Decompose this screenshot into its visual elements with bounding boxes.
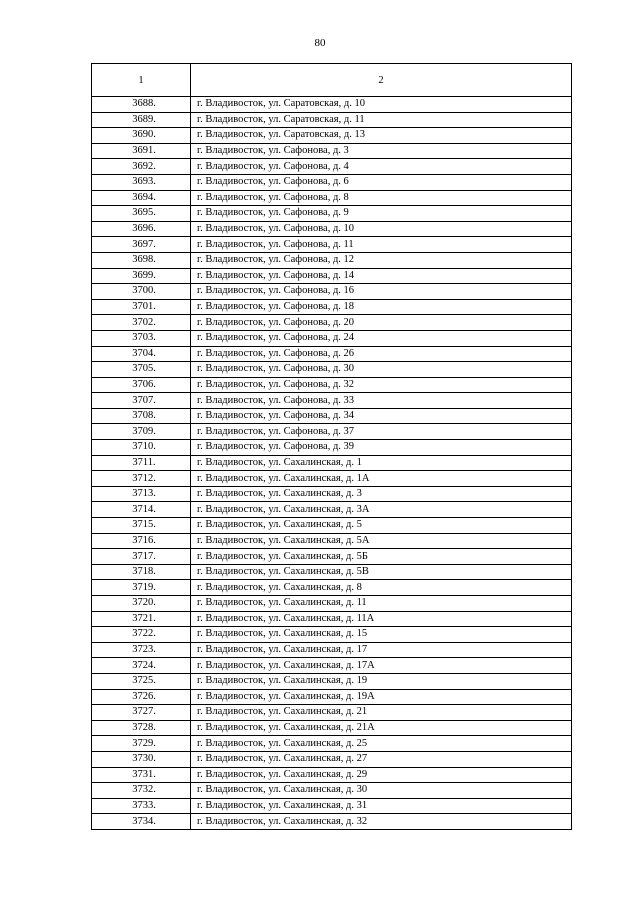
row-number: 3691.	[92, 143, 191, 159]
table-row	[92, 627, 572, 643]
table-row	[92, 549, 572, 565]
row-address: г. Владивосток, ул. Сафонова, д. 12	[191, 252, 572, 268]
table-row	[92, 580, 572, 596]
table-row	[92, 596, 572, 612]
row-number: 3723.	[92, 642, 191, 658]
table-row	[92, 486, 572, 502]
row-address: г. Владивосток, ул. Сахалинская, д. 29	[191, 767, 572, 783]
table-row	[92, 268, 572, 284]
row-address: г. Владивосток, ул. Сафонова, д. 33	[191, 393, 572, 409]
table-row	[92, 783, 572, 799]
row-number: 3734.	[92, 814, 191, 830]
table-row	[92, 642, 572, 658]
row-address: г. Владивосток, ул. Саратовская, д. 10	[191, 97, 572, 113]
table-row	[92, 377, 572, 393]
table-row	[92, 798, 572, 814]
table-row	[92, 237, 572, 253]
row-number: 3689.	[92, 112, 191, 128]
row-number: 3708.	[92, 408, 191, 424]
table-row	[92, 705, 572, 721]
row-address: г. Владивосток, ул. Сахалинская, д. 19А	[191, 689, 572, 705]
row-number: 3700.	[92, 284, 191, 300]
table-row	[92, 518, 572, 534]
row-address: г. Владивосток, ул. Сахалинская, д. 19	[191, 673, 572, 689]
page-number: 80	[314, 37, 326, 49]
row-address: г. Владивосток, ул. Саратовская, д. 13	[191, 128, 572, 144]
table-row	[92, 315, 572, 331]
row-address: г. Владивосток, ул. Сахалинская, д. 17А	[191, 658, 572, 674]
address-table	[91, 63, 572, 830]
table-row	[92, 455, 572, 471]
row-number: 3705.	[92, 362, 191, 378]
row-address: г. Владивосток, ул. Сахалинская, д. 3А	[191, 502, 572, 518]
row-address: г. Владивосток, ул. Сафонова, д. 14	[191, 268, 572, 284]
row-address: г. Владивосток, ул. Сафонова, д. 16	[191, 284, 572, 300]
table-row	[92, 673, 572, 689]
table-row	[92, 611, 572, 627]
row-number: 3726.	[92, 689, 191, 705]
table-row	[92, 751, 572, 767]
table-row	[92, 408, 572, 424]
row-address: г. Владивосток, ул. Сахалинская, д. 15	[191, 627, 572, 643]
row-number: 3695.	[92, 206, 191, 222]
row-number: 3729.	[92, 736, 191, 752]
table-row	[92, 471, 572, 487]
table-row	[92, 814, 572, 830]
row-number: 3707.	[92, 393, 191, 409]
row-number: 3722.	[92, 627, 191, 643]
row-number: 3693.	[92, 174, 191, 190]
row-number: 3709.	[92, 424, 191, 440]
table-row	[92, 502, 572, 518]
row-address: г. Владивосток, ул. Сафонова, д. 18	[191, 299, 572, 315]
row-address: г. Владивосток, ул. Сахалинская, д. 17	[191, 642, 572, 658]
table-row	[92, 299, 572, 315]
row-number: 3692.	[92, 159, 191, 175]
table-row	[92, 424, 572, 440]
row-address: г. Владивосток, ул. Сафонова, д. 34	[191, 408, 572, 424]
table-body	[92, 97, 572, 830]
table-row	[92, 112, 572, 128]
row-number: 3694.	[92, 190, 191, 206]
row-address: г. Владивосток, ул. Сафонова, д. 39	[191, 440, 572, 456]
row-number: 3704.	[92, 346, 191, 362]
row-number: 3711.	[92, 455, 191, 471]
row-address: г. Владивосток, ул. Сахалинская, д. 8	[191, 580, 572, 596]
row-address: г. Владивосток, ул. Сахалинская, д. 30	[191, 783, 572, 799]
row-number: 3727.	[92, 705, 191, 721]
row-address: г. Владивосток, ул. Сахалинская, д. 25	[191, 736, 572, 752]
row-number: 3688.	[92, 97, 191, 113]
table-header-row	[92, 64, 572, 97]
table-row	[92, 533, 572, 549]
column-header-address: 2	[191, 64, 572, 97]
table-row	[92, 206, 572, 222]
row-address: г. Владивосток, ул. Сахалинская, д. 1	[191, 455, 572, 471]
row-number: 3725.	[92, 673, 191, 689]
row-number: 3733.	[92, 798, 191, 814]
table-row	[92, 252, 572, 268]
row-address: г. Владивосток, ул. Сахалинская, д. 5Б	[191, 549, 572, 565]
row-number: 3696.	[92, 221, 191, 237]
row-address: г. Владивосток, ул. Сахалинская, д. 21	[191, 705, 572, 721]
row-number: 3713.	[92, 486, 191, 502]
row-address: г. Владивосток, ул. Сахалинская, д. 27	[191, 751, 572, 767]
row-address: г. Владивосток, ул. Сафонова, д. 24	[191, 330, 572, 346]
table-row	[92, 346, 572, 362]
row-number: 3730.	[92, 751, 191, 767]
row-number: 3721.	[92, 611, 191, 627]
row-address: г. Владивосток, ул. Сафонова, д. 8	[191, 190, 572, 206]
row-address: г. Владивосток, ул. Сафонова, д. 37	[191, 424, 572, 440]
table-header	[92, 64, 572, 97]
row-number: 3690.	[92, 128, 191, 144]
row-address: г. Владивосток, ул. Сафонова, д. 30	[191, 362, 572, 378]
row-address: г. Владивосток, ул. Сафонова, д. 3	[191, 143, 572, 159]
row-number: 3718.	[92, 564, 191, 580]
row-address: г. Владивосток, ул. Сахалинская, д. 3	[191, 486, 572, 502]
row-address: г. Владивосток, ул. Сахалинская, д. 5В	[191, 564, 572, 580]
row-number: 3703.	[92, 330, 191, 346]
row-address: г. Владивосток, ул. Сахалинская, д. 31	[191, 798, 572, 814]
row-number: 3728.	[92, 720, 191, 736]
table-row	[92, 720, 572, 736]
table-row	[92, 330, 572, 346]
row-address: г. Владивосток, ул. Сафонова, д. 32	[191, 377, 572, 393]
row-number: 3715.	[92, 518, 191, 534]
table-row	[92, 174, 572, 190]
table-row	[92, 362, 572, 378]
row-number: 3701.	[92, 299, 191, 315]
row-address: г. Владивосток, ул. Сафонова, д. 6	[191, 174, 572, 190]
row-address: г. Владивосток, ул. Сафонова, д. 10	[191, 221, 572, 237]
row-number: 3724.	[92, 658, 191, 674]
row-address: г. Владивосток, ул. Сахалинская, д. 32	[191, 814, 572, 830]
table-row	[92, 564, 572, 580]
column-header-number: 1	[92, 64, 191, 97]
row-number: 3712.	[92, 471, 191, 487]
row-number: 3732.	[92, 783, 191, 799]
row-number: 3731.	[92, 767, 191, 783]
row-number: 3720.	[92, 596, 191, 612]
row-number: 3699.	[92, 268, 191, 284]
table-row	[92, 284, 572, 300]
row-number: 3719.	[92, 580, 191, 596]
row-number: 3717.	[92, 549, 191, 565]
table-row	[92, 440, 572, 456]
table-row	[92, 658, 572, 674]
row-address: г. Владивосток, ул. Сахалинская, д. 21А	[191, 720, 572, 736]
table-row	[92, 221, 572, 237]
table-row	[92, 143, 572, 159]
row-address: г. Владивосток, ул. Сахалинская, д. 5А	[191, 533, 572, 549]
row-address: г. Владивосток, ул. Сафонова, д. 4	[191, 159, 572, 175]
table-row	[92, 736, 572, 752]
row-number: 3710.	[92, 440, 191, 456]
row-number: 3706.	[92, 377, 191, 393]
row-address: г. Владивосток, ул. Сахалинская, д. 5	[191, 518, 572, 534]
row-address: г. Владивосток, ул. Сахалинская, д. 1А	[191, 471, 572, 487]
row-address: г. Владивосток, ул. Сафонова, д. 26	[191, 346, 572, 362]
row-number: 3714.	[92, 502, 191, 518]
table-row	[92, 190, 572, 206]
table-row	[92, 159, 572, 175]
row-number: 3702.	[92, 315, 191, 331]
row-address: г. Владивосток, ул. Сафонова, д. 11	[191, 237, 572, 253]
table-row	[92, 97, 572, 113]
row-address: г. Владивосток, ул. Саратовская, д. 11	[191, 112, 572, 128]
table-row	[92, 128, 572, 144]
table-row	[92, 689, 572, 705]
row-number: 3716.	[92, 533, 191, 549]
row-address: г. Владивосток, ул. Сафонова, д. 9	[191, 206, 572, 222]
row-address: г. Владивосток, ул. Сахалинская, д. 11А	[191, 611, 572, 627]
table-row	[92, 393, 572, 409]
row-number: 3698.	[92, 252, 191, 268]
row-address: г. Владивосток, ул. Сафонова, д. 20	[191, 315, 572, 331]
table-row	[92, 767, 572, 783]
row-address: г. Владивосток, ул. Сахалинская, д. 11	[191, 596, 572, 612]
row-number: 3697.	[92, 237, 191, 253]
